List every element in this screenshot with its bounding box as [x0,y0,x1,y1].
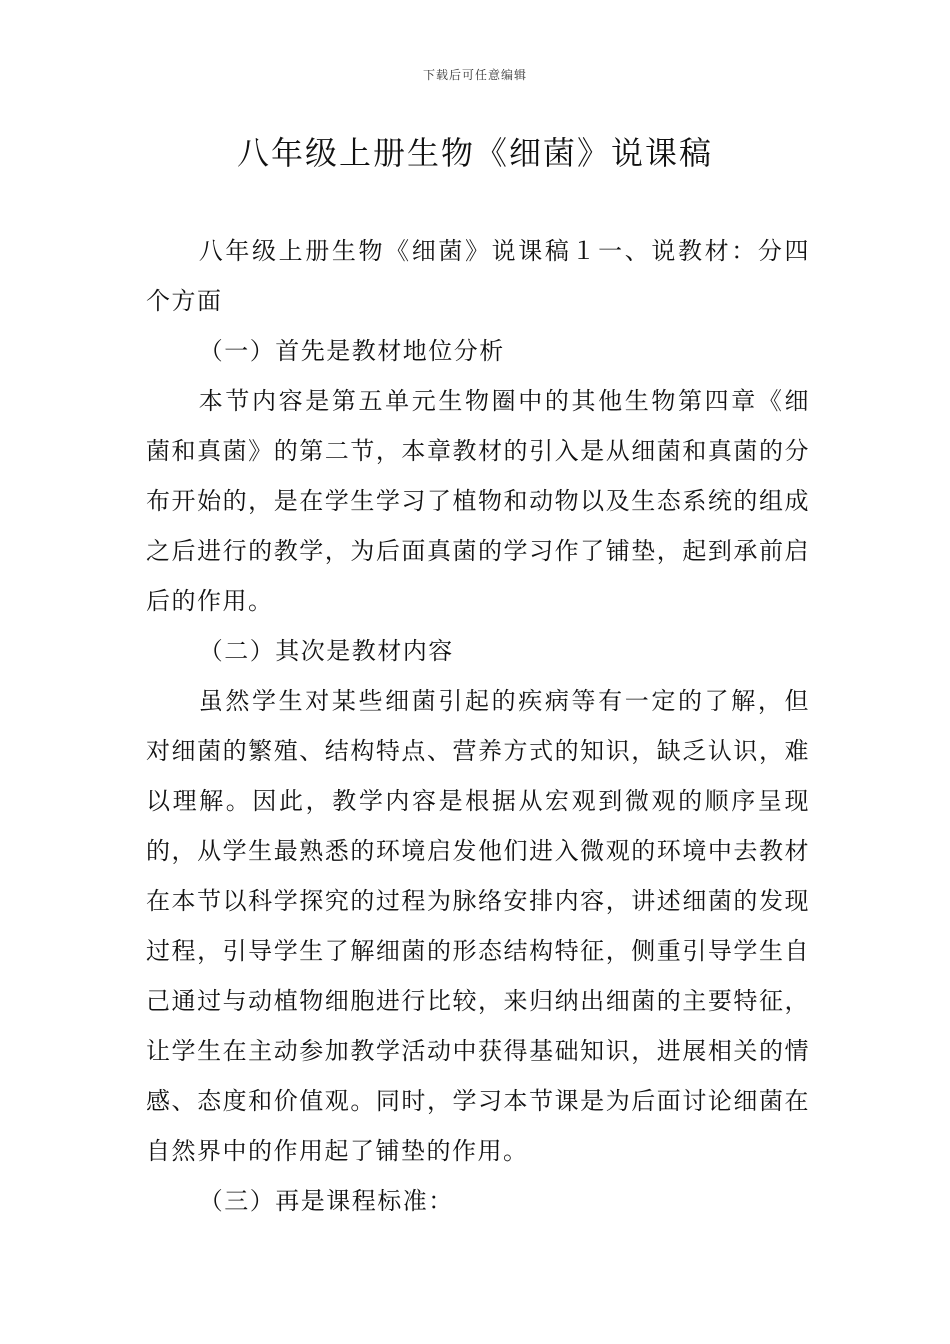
section-paragraph-1: 本节内容是第五单元生物圈中的其他生物第四章《细菌和真菌》的第二节，本章教材的引入是从细菌和真菌的分布开始的，是在学生学习了植物和动物以及生态系统的组成之后进行的教学，为后面真菌的学习作了铺垫，起到承前启后的作用。 [146,387,810,615]
section-heading-3: （三）再是课程标准： [198,1187,454,1215]
intro-paragraph: 八年级上册生物《细菌》说课稿１一、说教材：分四个方面 [146,237,810,315]
section-heading-2: （二）其次是教材内容 [198,637,454,665]
section-paragraph-2: 虽然学生对某些细菌引起的疾病等有一定的了解，但对细菌的繁殖、结构特点、营养方式的知识，缺乏认识，难以理解。因此，教学内容是根据从宏观到微观的顺序呈现的，从学生最熟悉的环境启发他们进入微观的环境中去教材在本节以科学探究的过程为脉络安排内容，讲述细菌的发现过程，引导学生了解细菌的形态结构特征，侧重引导学生自己通过与动植物细胞进行比较，来归纳出细菌的主要特征，让学生在主动参加教学活动中获得基础知识，进展相关的情感、态度和价值观。同时，学习本节课是为后面讨论细菌在自然界中的作用起了铺垫的作用。 [146,687,810,1165]
section-heading-1: （一）首先是教材地位分析 [198,337,505,365]
document-title: 八年级上册生物《细菌》说课稿 [236,134,713,172]
document-body [146,226,810,1226]
header-note: 下载后可任意编辑 [422,68,527,82]
